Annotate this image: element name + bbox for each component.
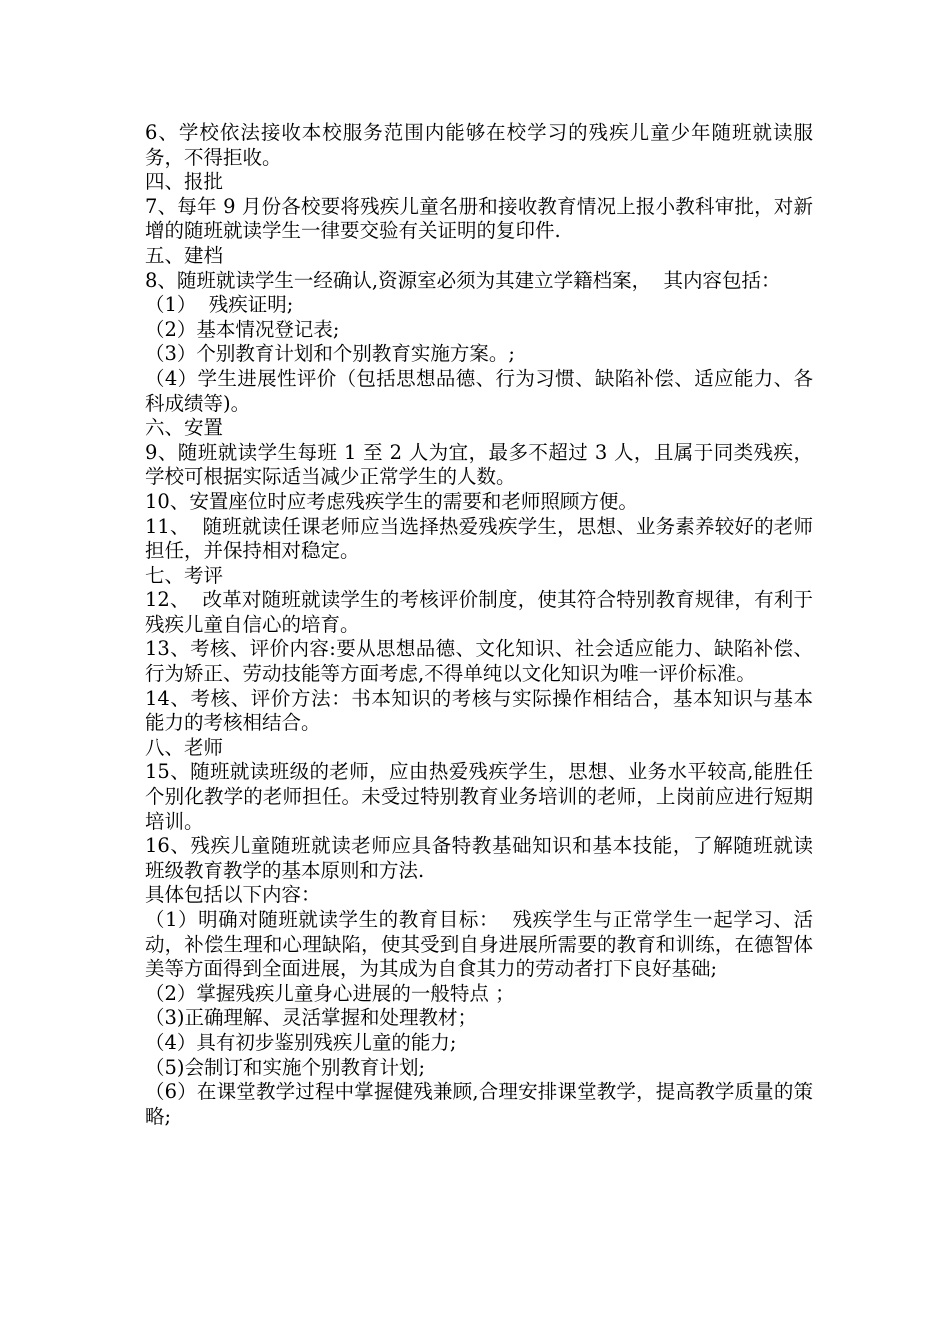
section-heading-evaluation: 七、考评 [145,563,224,587]
list-item-individual-plan-making: （5)会制订和实施个别教育计划; [145,1055,426,1079]
section-heading-archive: 五、建档 [145,243,224,267]
paragraph-item-11: 11、 随班就读任课老师应当选择热爱残疾学生，思想、业务素养较好的老师担任，并保持相对稳定。 [145,514,813,563]
document-page [145,121,813,1129]
section-heading-teachers: 八、老师 [145,735,224,759]
list-item-development-traits: （2）掌握残疾儿童身心进展的一般特点 ； [145,981,515,1005]
list-item-disability-certificate: （1） 残疾证明; [145,293,294,317]
paragraph-item-9: 9、随班就读学生每班 1 至 2 人为宜，最多不超过 3 人，且属于同类残疾，学校可根据实际适当减少正常学生的人数。 [145,440,813,489]
list-item-progress-evaluation: （4）学生进展性评价（包括思想品德、行为习惯、缺陷补偿、适应能力、各科成绩等)。 [145,366,813,415]
paragraph-item-14: 14、考核、评价方法：书本知识的考核与实际操作相结合，基本知识与基本能力的考核相结合。 [145,686,813,735]
section-heading-report: 四、报批 [145,170,224,194]
section-heading-placement: 六、安置 [145,416,224,440]
list-item-basic-info-form: （2）基本情况登记表; [145,317,340,341]
list-item-classroom-strategy: （6）在课堂教学过程中掌握健残兼顾,合理安排课堂教学，提高教学质量的策略; [145,1080,813,1128]
paragraph-item-10: 10、安置座位时应考虑残疾学生的需要和老师照顾方便。 [145,489,638,513]
paragraph-item-12: 12、 改革对随班就读学生的考核评价制度，使其符合特别教育规律，有利于残疾儿童自信心的培育。 [145,588,813,636]
paragraph-item-8: 8、随班就读学生一经确认,资源室必须为其建立学籍档案， 其内容包括： [145,268,781,292]
paragraph-item-16: 16、残疾儿童随班就读老师应具备特教基础知识和基本技能，了解随班就读班级教育教学的基本原则和方法. [145,834,813,882]
paragraph-item-6: 6、学校依法接收本校服务范围内能够在校学习的残疾儿童少年随班就读服务，不得拒收。 [145,121,813,169]
list-item-education-goal: （1）明确对随班就读学生的教育目标： 残疾学生与正常学生一起学习、活动，补偿生理和心理缺陷，使其受到自身进展所需要的教育和训练，在德智体美等方面得到全面进展，为其成为自食其力的劳动者打下良好基础; [145,908,813,981]
paragraph-item-15: 15、随班就读班级的老师，应由热爱残疾学生，思想、业务水平较高,能胜任个别化教学的老师担任。未受过特别教育业务培训的老师，上岗前应进行短期培训。 [145,760,813,833]
paragraph-specific-contents: 具体包括以下内容： [145,883,321,907]
list-item-identification-ability: （4）具有初步鉴别残疾儿童的能力; [145,1030,457,1054]
paragraph-item-13: 13、考核、评价内容:要从思想品德、文化知识、社会适应能力、缺陷补偿、行为矫正、劳动技能等方面考虑,不得单纯以文化知识为唯一评价标准。 [145,637,813,686]
list-item-textbook-handling: （3)正确理解、灵活掌握和处理教材； [145,1006,478,1030]
paragraph-item-7: 7、每年 9 月份各校要将残疾儿童名册和接收教育情况上报小教科审批，对新增的随班就读学生一律要交验有关证明的复印件. [145,194,813,243]
list-item-individual-plan: （3）个别教育计划和个别教育实施方案。; [145,342,515,366]
